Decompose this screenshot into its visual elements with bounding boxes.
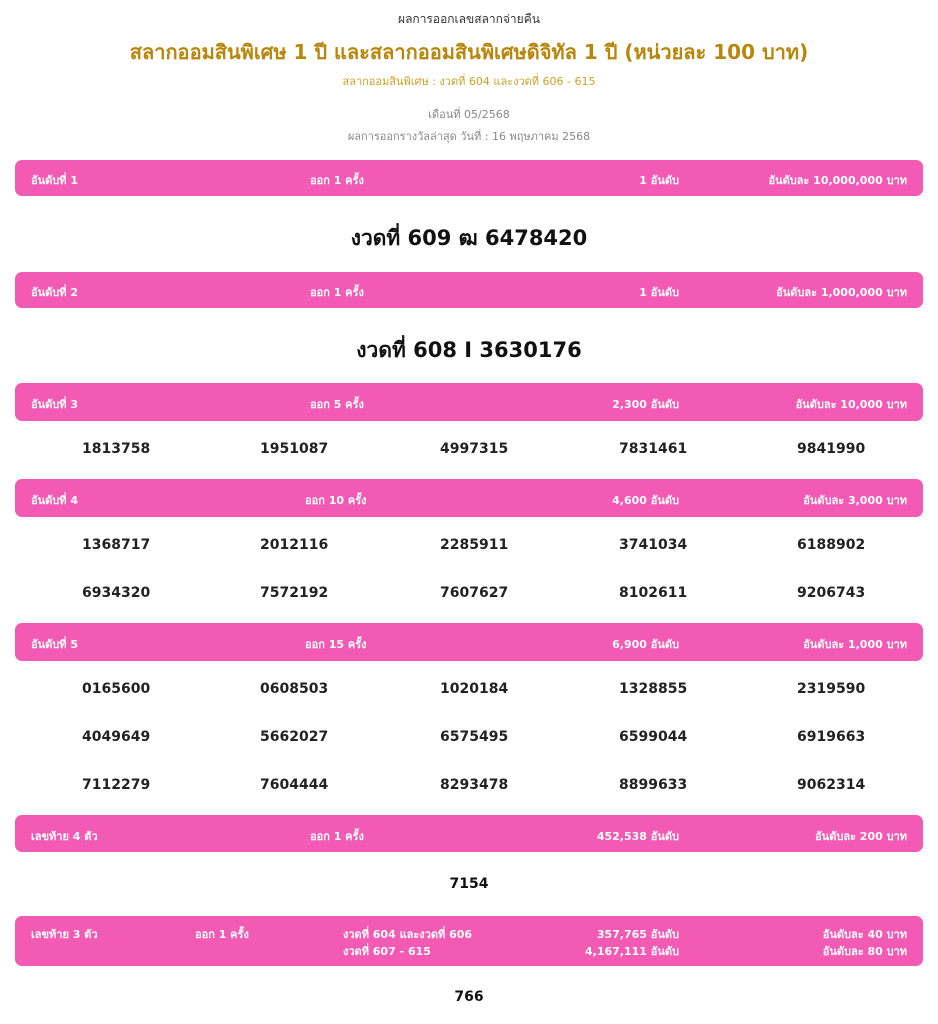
month-label: เดือนที่ 05/2568 [428,108,510,121]
prize-number: 5662027 [260,729,329,745]
prize-rank: อันดับที่ 1 [31,174,78,187]
page-title: สลากออมสินพิเศษ 1 ปี และสลากออมสินพิเศษดิจิทัล 1 ปี (หน่วยละ 100 บาท) [129,40,809,64]
prize-number: 0608503 [260,681,329,697]
prize-amount: อันดับละ 40 บาท [822,928,907,941]
prize-number: 4997315 [440,441,509,457]
prize-number: 9841990 [797,441,866,457]
prize-count: 4,167,111 อันดับ [584,945,679,958]
prize-number: 7112279 [82,777,151,793]
prize-period: งวดที่ 607 - 615 [343,945,431,958]
prize-rank: อันดับที่ 3 [31,398,78,411]
prize-4-row-1 [0,537,938,557]
prize-2-bar [15,272,923,308]
prize-number: 9062314 [797,777,866,793]
last3-result: 766 [454,989,484,1005]
prize-4-row-2 [0,585,938,605]
prize-count: 6,900 อันดับ [612,638,679,651]
prize-amount: อันดับละ 1,000,000 บาท [776,286,907,299]
prize-number: 6934320 [82,585,151,601]
last3-bar [15,916,923,966]
prize-rank: อันดับที่ 2 [31,286,78,299]
prize-3-bar [15,383,923,421]
page-subtitle: สลากออมสินพิเศษ : งวดที่ 604 และงวดที่ 606 - 615 [342,75,596,88]
prize-number: 7831461 [619,441,688,457]
prize-2-result: งวดที่ 608 I 3630176 [356,338,582,362]
prize-5-row-3 [0,777,938,797]
prize-count: 1 อันดับ [639,174,679,187]
prize-5-row-1 [0,681,938,701]
prize-count: 357,765 อันดับ [596,928,679,941]
prize-number: 7572192 [260,585,329,601]
prize-times: ออก 1 ครั้ง [195,928,249,941]
prize-amount: อันดับละ 10,000 บาท [795,398,907,411]
prize-rank: เลขท้าย 4 ตัว [31,830,98,843]
prize-5-bar [15,623,923,661]
prize-count: 2,300 อันดับ [612,398,679,411]
draw-date-label: ผลการออกรางวัลล่าสุด วันที่ : 16 พฤษภาคม 2568 [347,130,591,143]
prize-amount: อันดับละ 80 บาท [822,945,907,958]
prize-number: 1368717 [82,537,151,553]
prize-number: 6575495 [440,729,509,745]
prize-rank: อันดับที่ 5 [31,638,78,651]
prize-times: ออก 5 ครั้ง [310,398,364,411]
prize-amount: อันดับละ 3,000 บาท [803,494,907,507]
prize-number: 3741034 [619,537,688,553]
prize-times: ออก 1 ครั้ง [310,286,364,299]
prize-number: 2285911 [440,537,509,553]
prize-rank: อันดับที่ 4 [31,494,78,507]
prize-amount: อันดับละ 10,000,000 บาท [768,174,907,187]
prize-5-row-2 [0,729,938,749]
last4-bar [15,815,923,852]
prize-number: 4049649 [82,729,151,745]
prize-period: งวดที่ 604 และงวดที่ 606 [343,928,473,941]
prize-number: 0165600 [82,681,151,697]
prize-count: 4,600 อันดับ [612,494,679,507]
prize-times: ออก 10 ครั้ง [305,494,367,507]
prize-number: 7607627 [440,585,509,601]
prize-amount: อันดับละ 1,000 บาท [803,638,907,651]
prize-number: 1951087 [260,441,329,457]
prize-number: 6188902 [797,537,866,553]
prize-1-result: งวดที่ 609 ฒ 6478420 [350,226,588,250]
prize-times: ออก 15 ครั้ง [305,638,367,651]
prize-number: 2319590 [797,681,866,697]
prize-3-row-1 [0,441,938,461]
prize-number: 8293478 [440,777,509,793]
prize-amount: อันดับละ 200 บาท [815,830,907,843]
prize-4-bar [15,479,923,517]
header-top: ผลการออกเลขสลากจ่ายคืน [398,12,540,26]
prize-count: 452,538 อันดับ [596,830,679,843]
prize-number: 9206743 [797,585,866,601]
prize-count: 1 อันดับ [639,286,679,299]
prize-number: 8102611 [619,585,688,601]
prize-number: 6599044 [619,729,688,745]
prize-number: 6919663 [797,729,866,745]
last4-result: 7154 [449,876,489,892]
prize-rank: เลขท้าย 3 ตัว [31,928,98,941]
prize-number: 1020184 [440,681,509,697]
prize-times: ออก 1 ครั้ง [310,174,364,187]
prize-number: 1813758 [82,441,151,457]
prize-times: ออก 1 ครั้ง [310,830,364,843]
prize-number: 8899633 [619,777,688,793]
prize-number: 1328855 [619,681,688,697]
prize-number: 7604444 [260,777,329,793]
prize-1-bar [15,160,923,196]
prize-number: 2012116 [260,537,329,553]
